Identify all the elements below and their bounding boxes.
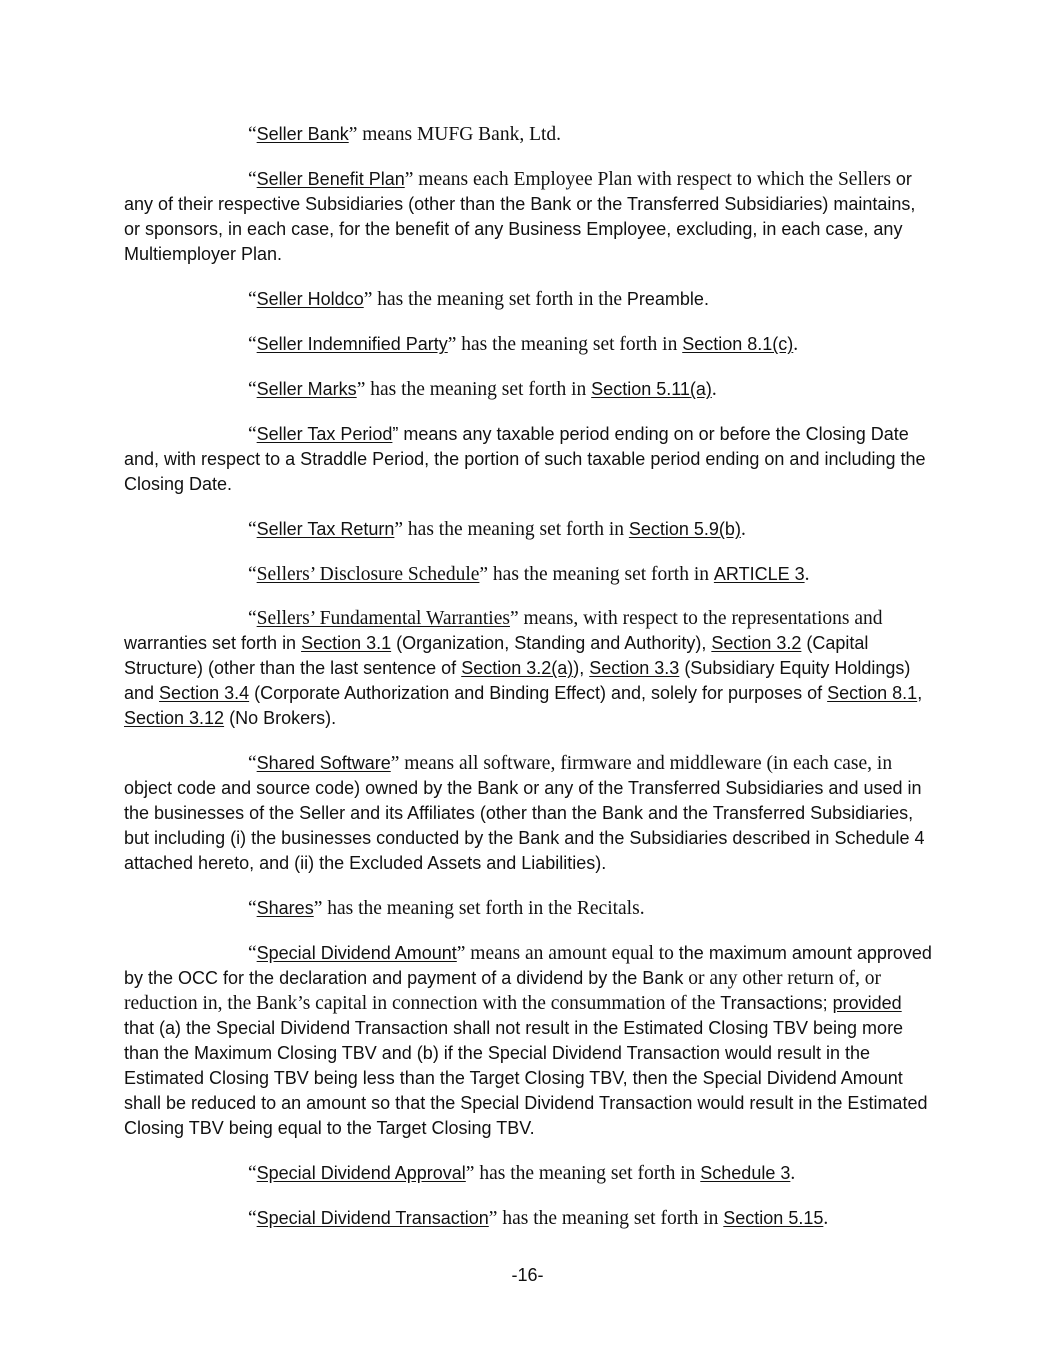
defined-term: Seller Bank xyxy=(256,124,349,144)
defined-term: Shares xyxy=(256,898,314,918)
definition-paragraph xyxy=(124,751,932,876)
definition-paragraph xyxy=(124,1206,932,1231)
text-segment: ” means MUFG Bank, Ltd. xyxy=(348,124,562,145)
cross-reference: ARTICLE 3 xyxy=(713,564,805,584)
definition-paragraph xyxy=(124,1161,932,1186)
text-segment: or any other return of, or reduction in, the Bank’s capital in connection with the consummation of the xyxy=(124,968,881,1014)
text-segment: or any of their respective Subsidiaries (other than the Bank or the Transferred Subsidiaries) maintains, or sponsors, in each case, for the benefit of any Business Employee, excluding, in each case, any Multiemployer Plan. xyxy=(124,169,916,264)
defined-term: Seller Marks xyxy=(256,379,357,399)
text-segment: ” means any taxable period ending on or before the Closing Date and, with respect to a Straddle Period, the portion of such taxable period ending on and including the Closing Date. xyxy=(124,424,926,494)
cross-reference: Section 5.9(b) xyxy=(628,519,741,539)
text-segment: warranties set forth in xyxy=(124,633,302,653)
defined-term: Special Dividend Approval xyxy=(256,1163,466,1183)
definition-paragraph xyxy=(124,332,932,357)
definition-paragraph xyxy=(124,167,932,267)
text-segment: “ xyxy=(248,169,257,190)
text-segment: “ xyxy=(248,379,257,400)
defined-term: Seller Holdco xyxy=(256,289,364,309)
defined-term: Seller Tax Return xyxy=(256,519,395,539)
text-segment: . xyxy=(804,564,810,585)
text-segment: ” means, with respect to the representations and xyxy=(509,608,883,629)
text-segment: (Corporate Authorization and Binding Effect) and, solely for purposes of xyxy=(249,683,828,703)
definition-paragraph xyxy=(124,941,932,1141)
text-segment: (Capital Structure) (other than the last sentence of xyxy=(124,633,869,678)
text-segment: ” has the meaning set forth in xyxy=(465,1163,701,1184)
text-segment: ), xyxy=(573,658,590,678)
text-segment: . xyxy=(793,334,799,355)
text-segment: , xyxy=(917,683,923,703)
text-segment: . xyxy=(823,1208,829,1229)
text-segment: “ xyxy=(248,564,257,585)
text-segment: ” has the meaning set forth in the Recitals. xyxy=(313,898,645,919)
definition-paragraph xyxy=(124,517,932,542)
defined-term: Seller Indemnified Party xyxy=(256,334,448,354)
cross-reference: Section 5.15 xyxy=(723,1208,824,1228)
cross-reference: Section 3.2 xyxy=(711,633,802,653)
text-segment: “ xyxy=(248,124,257,145)
text-segment: “ xyxy=(248,608,257,629)
text-segment: Preamble. xyxy=(626,289,709,309)
cross-reference: Section 5.11(a) xyxy=(591,379,712,399)
text-segment: “ xyxy=(248,1163,257,1184)
text-segment: ” has the meaning set forth in xyxy=(479,564,714,585)
text-segment: “ xyxy=(248,289,257,310)
cross-reference: Section 3.2(a) xyxy=(461,658,574,678)
page-number: -16- xyxy=(511,1265,544,1285)
text-segment: object code and source code) owned by the Bank or any of the Transferred Subsidiaries and used in the businesses of the Seller and its Affiliates (other than the Bank and the Transferred Subsidiaries, but including (i) the businesses conducted by the Bank and the Subsidiaries described in Schedule 4 attached hereto, and (ii) the Excluded Assets and Liabilities). xyxy=(124,778,925,873)
text-segment: (No Brokers). xyxy=(224,708,337,728)
defined-term: Seller Tax Period xyxy=(256,424,393,444)
text-segment: ” means all software, firmware and middleware (in each case, in xyxy=(390,753,893,774)
definition-paragraph xyxy=(124,377,932,402)
cross-reference: Section 8.1 xyxy=(827,683,918,703)
document-body xyxy=(124,122,932,1251)
text-segment: the maximum amount approved by the OCC for the declaration and payment of a dividend by the Bank xyxy=(124,943,932,988)
text-segment: “ xyxy=(248,943,257,964)
defined-term: Special Dividend Amount xyxy=(256,943,457,963)
text-segment: (Organization, Standing and Authority), xyxy=(391,633,712,653)
cross-reference: Section 3.12 xyxy=(124,708,225,728)
text-segment: . xyxy=(711,379,717,400)
cross-reference: Section 3.3 xyxy=(589,658,680,678)
text-segment: . xyxy=(740,519,746,540)
definition-paragraph xyxy=(124,896,932,921)
defined-term: Shared Software xyxy=(256,753,391,773)
definition-paragraph xyxy=(124,122,932,147)
text-segment: “ xyxy=(248,334,257,355)
defined-term: Seller Benefit Plan xyxy=(256,169,405,189)
cross-reference: Section 3.1 xyxy=(301,633,392,653)
defined-term: Sellers’ Disclosure Schedule xyxy=(256,564,480,585)
text-segment: ” has the meaning set forth in xyxy=(488,1208,724,1229)
definition-paragraph xyxy=(124,422,932,497)
text-segment: Transactions; xyxy=(720,993,833,1013)
cross-reference: Section 3.4 xyxy=(159,683,250,703)
text-segment: “ xyxy=(248,753,257,774)
defined-term: Sellers’ Fundamental Warranties xyxy=(256,608,510,629)
text-segment: ” means an amount equal to xyxy=(456,943,679,964)
text-segment: that (a) the Special Dividend Transaction shall not result in the Estimated Closing TBV being more than the Maximum Closing TBV and (b) if the Special Dividend Transaction would result in the Estimated Closing TBV being less than the Target Closing TBV, then the Special Dividend Amount shall be reduced to an amount so that the Special Dividend Transaction would result in the Estimated Closing TBV being equal to the Target Closing TBV. xyxy=(124,1018,928,1138)
cross-reference: provided xyxy=(832,993,902,1013)
text-segment: ” has the meaning set forth in xyxy=(447,334,683,355)
text-segment: (Subsidiary Equity Holdings) and xyxy=(124,658,911,703)
text-segment: ” means each Employee Plan with respect to which the Sellers xyxy=(404,169,896,190)
definition-paragraph xyxy=(124,287,932,312)
text-segment: “ xyxy=(248,898,257,919)
text-segment: “ xyxy=(248,424,257,445)
text-segment: ” has the meaning set forth in xyxy=(394,519,629,540)
definition-paragraph xyxy=(124,607,932,731)
text-segment: ” has the meaning set forth in the xyxy=(363,289,627,310)
defined-term: Special Dividend Transaction xyxy=(256,1208,489,1228)
text-segment: “ xyxy=(248,519,257,540)
text-segment: ” has the meaning set forth in xyxy=(356,379,592,400)
cross-reference: Section 8.1(c) xyxy=(682,334,794,354)
text-segment: . xyxy=(790,1163,796,1184)
cross-reference: Schedule 3 xyxy=(700,1163,791,1183)
text-segment: “ xyxy=(248,1208,257,1229)
definition-paragraph xyxy=(124,562,932,587)
